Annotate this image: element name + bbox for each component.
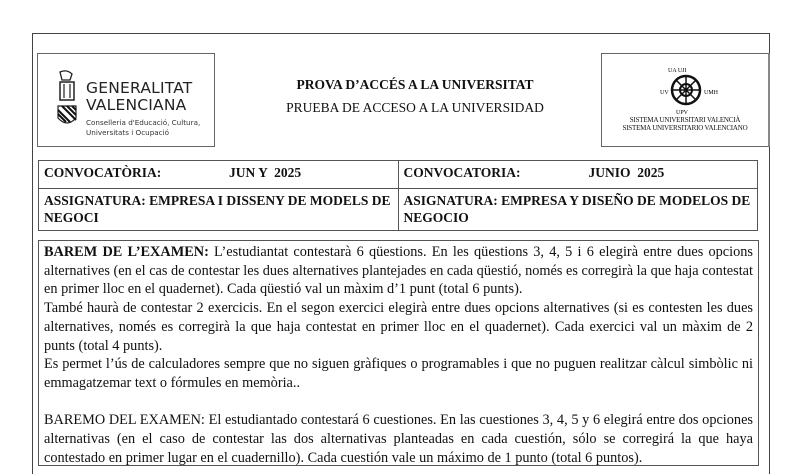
logo-name-line1: GENERALITAT [86,79,193,97]
assignatura-ca: ASSIGNATURA: EMPRESA I DISSENY DE MODELS DE NEGOCI [39,189,399,231]
university-seal-icon [658,60,719,116]
logo-sub-line2: Universitats i Ocupació [86,128,170,137]
convocatoria-ca-label: CONVOCATÒRIA: [44,165,162,180]
barem-ca-p1 [44,243,753,299]
convocatoria-ca-value: JUN Y 2025 [229,165,302,180]
title-catalan: PROVA D’ACCÉS A LA UNIVERSITAT [296,77,534,92]
barem-heading-ca: BAREM DE L’EXAMEN: [44,244,209,260]
system-name-ca: SISTEMA UNIVERSITARI VALENCIÀ [629,116,741,124]
generalitat-logo [37,53,215,147]
barem-ca-p3: Es permet l’ús de calculadores sempre que no siguen gràfiques o programables i que no puguen realitzar càlcul simbòlic ni emmagatzemar text o fórmules en memòria.. [44,356,753,391]
barem-ca-p2: També haurà de contestar 2 exercicis. En el segon exercici elegirà entre dues opcions alternatives (si es contesten les dues alternatives, només es corregirà la que haja contestat en primer lloc en el quadernet). Cada exercici val un màxim de 2 punts (total 4 punts). [44,300,753,354]
convocatoria-es-label: CONVOCATORIA: [403,165,521,180]
university-system-logo [601,53,770,147]
svg-text:UMH: UMH [704,90,719,96]
convocatoria-es-value: JUNIO 2025 [588,165,665,180]
svg-text:UPV: UPV [676,110,689,116]
generalitat-name [86,80,192,114]
logo-name-line2: VALENCIANA [86,96,187,114]
barem-es-p1: BAREMO DEL EXAMEN: El estudiantado contestará 6 cuestiones. En las cuestiones 3, 4, 5 y 6 elegirá entre dos opciones alternativas (en el caso de contestar las dos alternativas planteadas en cada cuestión, sólo se corregirá la que haya contestado en primer lugar en el cuadernillo). Cada cuestión vale un máximo de 1 punto (total 6 puntos). [44,412,753,466]
system-name-es: SISTEMA UNIVERSITARIO VALENCIANO [622,124,748,132]
barem-ca-p1-text: L’estudiantat contestarà 6 qüestions. En les qüestions 3, 4, 5 i 6 elegirà entre dues opcions alternatives (en el cas de contestar les dues alternatives plantejades en cada qüestió, només es corregirà la que haja contestat en primer lloc en el quadernet). Cada qüestió val un màxim d’1 punt (total 6 punts). [44,244,753,298]
title-spanish: PRUEBA DE ACCESO A LA UNIVERSIDAD [286,100,544,115]
svg-text:UA UJI: UA UJI [668,68,687,74]
grading-criteria [38,240,759,466]
conselleria-name [86,118,200,138]
convocatoria-es-cell [398,161,758,189]
svg-text:UV: UV [660,90,669,96]
asignatura-es: ASIGNATURA: EMPRESA Y DISEÑO DE MODELOS DE NEGOCIO [398,189,758,231]
generalitat-crest-icon [56,70,78,128]
convocatoria-ca-cell [39,161,399,189]
exam-info-table [38,160,758,231]
logo-sub-line1: Conselleria d'Educació, Cultura, [86,118,201,127]
